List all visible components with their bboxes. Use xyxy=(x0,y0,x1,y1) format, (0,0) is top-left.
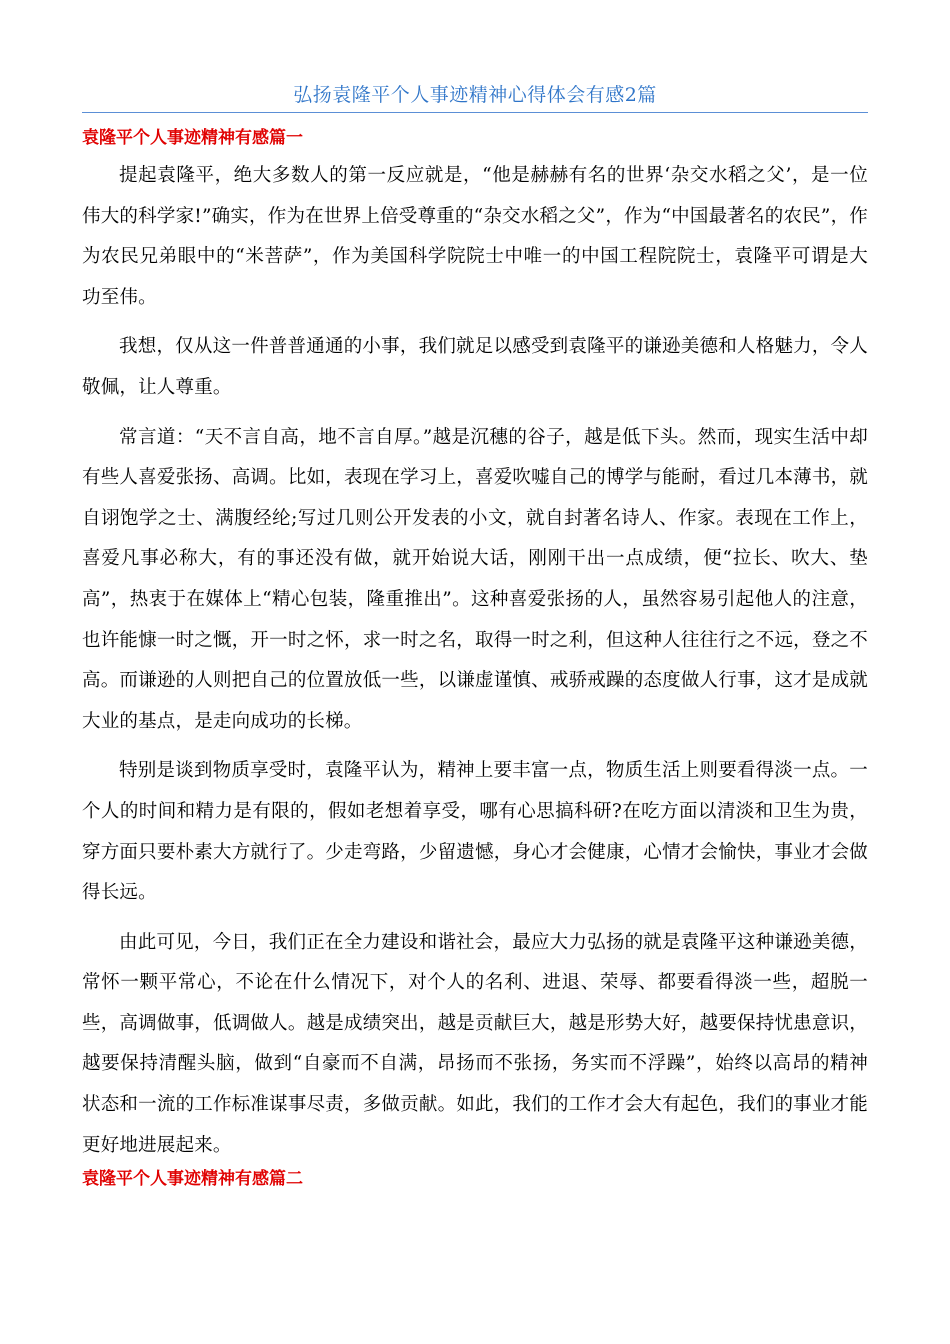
section-1-body xyxy=(82,156,868,1175)
document-header xyxy=(82,78,868,113)
paragraph-4: 特别是谈到物质享受时，袁隆平认为，精神上要丰富一点，物质生活上则要看得淡一点。一个人的时间和精力是有限的，假如老想着享受，哪有心思搞科研?在吃方面以清淡和卫生为贵，穿方面只要朴素大方就行了。少走弯路，少留遗憾，身心才会健康，心情才会愉快，事业才会做得长远。 xyxy=(82,760,868,904)
paragraph-3: 常言道：“天不言自高，地不言自厚。”越是沉穗的谷子，越是低下头。然而，现实生活中却有些人喜爱张扬、高调。比如，表现在学习上，喜爱吹嘘自己的博学与能耐，看过几本薄书，就自诩饱学之士、满腹经纶;写过几则公开发表的小文，就自封著名诗人、作家。表现在工作上，喜爱凡事必称大，有的事还没有做，就开始说大话，刚刚干出一点成绩，便“拉长、吹大、垫高”，热衷于在媒体上“精心包装，隆重推出”。这种喜爱张扬的人，虽然容易引起他人的注意，也许能慷一时之慨，开一时之怀，求一时之名，取得一时之利，但这种人往往行之不远，登之不高。而谦逊的人则把自己的位置放低一些，以谦虚谨慎、戒骄戒躁的态度做人行事，这才是成就大业的基点，是走向成功的长梯。 xyxy=(82,426,868,732)
section-heading-2: 袁隆平个人事迹精神有感篇二 xyxy=(82,1169,303,1189)
document-title: 弘扬袁隆平个人事迹精神心得体会有感2篇 xyxy=(293,84,657,106)
section-heading-1: 袁隆平个人事迹精神有感篇一 xyxy=(82,128,303,148)
paragraph-2: 我想，仅从这一件普普通通的小事，我们就足以感受到袁隆平的谦逊美德和人格魅力，令人敬佩，让人尊重。 xyxy=(82,336,868,398)
paragraph-5: 由此可见，今日，我们正在全力建设和谐社会，最应大力弘扬的就是袁隆平这种谦逊美德，常怀一颗平常心，不论在什么情况下，对个人的名利、进退、荣辱、都要看得淡一些，超脱一些，高调做事，低调做人。越是成绩突出，越是贡献巨大，越是形势大好，越要保持忧患意识，越要保持清醒头脑，做到“自豪而不自满，昂扬而不张扬，务实而不浮躁”，始终以高昂的精神状态和一流的工作标准谋事尽责，多做贡献。如此，我们的工作才会大有起色，我们的事业才能更好地进展起来。 xyxy=(82,931,868,1156)
paragraph-1: 提起袁隆平，绝大多数人的第一反应就是，“他是赫赫有名的世界‘杂交水稻之父’，是一位伟大的科学家!”确实，作为在世界上倍受尊重的“杂交水稻之父”，作为“中国最著名的农民”，作为农民兄弟眼中的“米菩萨”，作为美国科学院院士中唯一的中国工程院院士，袁隆平可谓是大功至伟。 xyxy=(82,165,868,308)
